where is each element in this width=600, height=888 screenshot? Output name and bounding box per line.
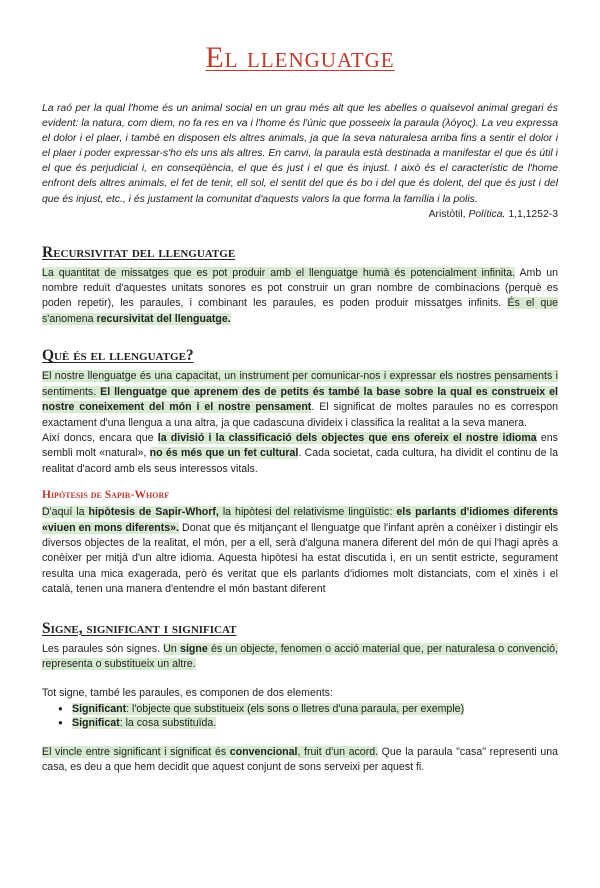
page-title: El llenguatge <box>205 41 395 74</box>
bold-highlight-text: signe <box>180 642 208 655</box>
highlight-text <box>72 717 216 729</box>
highlight-text: El nostre llenguatge és una capacitat, un instrument per comunicar-nos i expressar els nostres pensaments i sentiments. <box>42 370 558 398</box>
body-text: Que la paraula "casa" representi una casa, es deu a que hem decidit que aquest conjunt de sons serveixi per aquest fi. <box>42 745 559 774</box>
body-text: Així doncs, encara que <box>42 431 158 444</box>
term-description: : l'objecte que substitueix (els sons o lletres d'una paraula, per exemple) <box>126 702 465 715</box>
highlight-text: Un <box>163 642 181 655</box>
paragraph-signe-2: Tot signe, també les paraules, es componen de dos elements: <box>42 687 333 700</box>
bold-highlight-text: convencional <box>229 745 298 758</box>
bold-highlight-text: la divisió i la classificació dels objectes que ens ofereix el nostre idioma <box>157 431 537 444</box>
highlight-text: El vincle entre significant i significat és <box>42 745 230 758</box>
paragraph-signe-3 <box>42 745 558 776</box>
highlight-text: és un objecte, fenomen o acció material que, per naturalesa o convenció, representa o substitueix un altre. <box>42 642 558 670</box>
heading-que-es: Què és el llenguatge? <box>42 347 194 365</box>
highlight-text <box>72 703 464 715</box>
document-page <box>0 40 600 888</box>
aristotle-quote: La raó per la qual l'home és un animal social en un grau més alt que les abelles o qualsevol animal gregari és evident: la natura, com diem, no fa res en va i l'home és l'únic que posseeix la paraula (λóγος). La veu expressa el dolor i el plaer, i també en disposen els altres animals, ja que la seva naturalesa arriba fins a sentir el dolor i el plaer i poder expressar-s'ho els uns als altres. En canvi, la paraula està destinada a manifestar el que és útil i el que és perjudicial i, en conseqüència, el que és just i el que és injust. I això és el característic de l'home enfront dels altres animals, el fet de tenir, ell sol, el sentit del que és bo i del que és dolent, del que és just i del que és injust, etc., i és justament la comunitat d'aquests valors la que forma la família i la polis. <box>42 103 558 205</box>
bold-term: Significant <box>72 702 127 715</box>
heading-sapir-whorf: Hipòtesis de Sapir-Whorf <box>42 489 170 502</box>
bold-highlight-text: hipòtesis de Sapir-Whorf, <box>88 506 219 519</box>
body-text: Amb un nombre reduït d'aquestes unitats sonores es pot construir un gran nombre de combinacions (perquè es poden repetir), les paraules, i combinant les paraules, es poden produir missatges infinits. <box>42 266 558 310</box>
paragraph-que-es-1 <box>42 369 558 431</box>
highlight-text: , fruit d'un acord. <box>297 745 379 758</box>
bold-term: Significat <box>72 717 120 730</box>
paragraph-sapir-whorf <box>42 505 558 597</box>
highlight-text: la hipòtesi del relativisme lingüístic: <box>218 506 397 519</box>
bold-highlight-text: els parlants d'idiomes diferents «viuen en mons diferents». <box>42 506 558 534</box>
quote-citation <box>42 207 558 222</box>
paragraph-recursivitat <box>42 266 558 328</box>
highlight-text: D'aquí la <box>42 506 89 519</box>
citation-work: Política. <box>468 208 506 220</box>
list-item <box>72 716 558 731</box>
term-description: : la cosa substituïda. <box>119 717 217 730</box>
highlight-text: La quantitat de missatges que es pot produir amb el llenguatge humà és potencialment infinita. <box>42 266 516 279</box>
paragraph-signe-1 <box>42 642 558 673</box>
elements-list <box>42 702 558 731</box>
paragraph-que-es-2 <box>42 431 558 477</box>
citation-ref: 1,1,1252-3 <box>508 208 558 220</box>
bold-term: recursivitat del llenguatge. <box>96 312 231 325</box>
bold-highlight-text: El llenguatge que aprenem des de petits és també la base sobre la qual es construeix el nostre coneixement del món i el nostre pensament <box>42 385 558 414</box>
body-text: Les paraules són signes. <box>42 642 164 655</box>
body-text: . Cada societat, cada cultura, ha dividit el continu de la realitat d'acord amb els seus interessos vitals. <box>42 447 559 475</box>
body-text: ens sembli molt «natural», <box>42 431 558 460</box>
list-item <box>72 702 558 717</box>
bold-highlight-text: no és més que un fet cultural <box>149 447 299 460</box>
citation-author: Aristòtil, <box>428 208 466 220</box>
body-text: Donat que és mitjançant el llenguatge que l'infant aprèn a conèixer i distingir els diversos objectes de la realitat, el món, per a ell, serà d'alguna manera diferent del món de qui l'hagi après a conèixer per mitjà d'un altre idioma. Aquesta hipòtesi ha estat discutida i, en un sentit estricte, segurament resulta una mica exagerada, però és veritat que els parlants d'idiomes molt distanciats, com el xinès i el català, tenen una manera d'entendre el món bastant diferent <box>42 521 558 596</box>
highlight-fragment: És el que s'anomena <box>42 297 559 325</box>
body-text: . El significat de moltes paraules no es correspon exactament d'una llengua a una altra, ja que cadascuna divideix i classifica la realitat a la seva manera. <box>42 401 558 429</box>
heading-signe: Signe, significant i significat <box>42 619 237 637</box>
heading-recursivitat: Recursivitat del llenguatge <box>42 243 236 261</box>
